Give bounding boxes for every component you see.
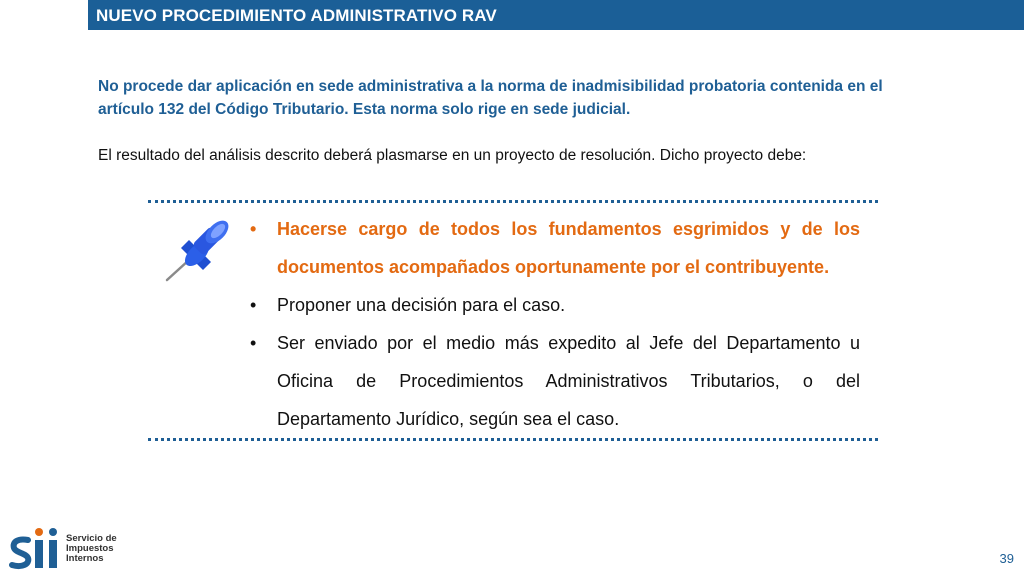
page-number: 39 (999, 551, 1014, 566)
list-item (250, 210, 860, 286)
list-item (250, 286, 860, 324)
header-bar (88, 0, 1024, 30)
list-item-text: Hacerse cargo de todos los fundamentos esgrimidos y de los documentos acompañados oportunamente por el contribuyente. (277, 219, 860, 277)
bullet-icon: • (250, 333, 257, 353)
bullet-icon: • (250, 295, 257, 315)
intro-statement: No procede dar aplicación en sede administrativa a la norma de inadmisibilidad probatoria contenida en el artículo 132 del Código Tributario. Esta norma solo rige en sede judicial. (98, 78, 883, 118)
top-dotted-divider (148, 200, 878, 203)
pushpin-icon (163, 218, 235, 284)
intro-paragraph: El resultado del análisis descrito deberá plasmarse en un proyecto de resolución. Dicho proyecto debe: (98, 147, 807, 164)
requirements-list (250, 210, 860, 438)
bullet-icon: • (250, 219, 257, 239)
bottom-dotted-divider (148, 438, 878, 441)
logo-wordmark: Servicio de Impuestos Internos (66, 533, 117, 564)
list-item (250, 324, 860, 438)
list-item-text: Proponer una decisión para el caso. (277, 295, 566, 315)
list-item-text: Ser enviado por el medio más expedito al Jefe del Departamento u Oficina de Procedimientos Administrativos Tributarios, o del Departamento Jurídico, según sea el caso. (277, 333, 860, 429)
slide-title: NUEVO PROCEDIMIENTO ADMINISTRATIVO RAV (96, 6, 497, 25)
